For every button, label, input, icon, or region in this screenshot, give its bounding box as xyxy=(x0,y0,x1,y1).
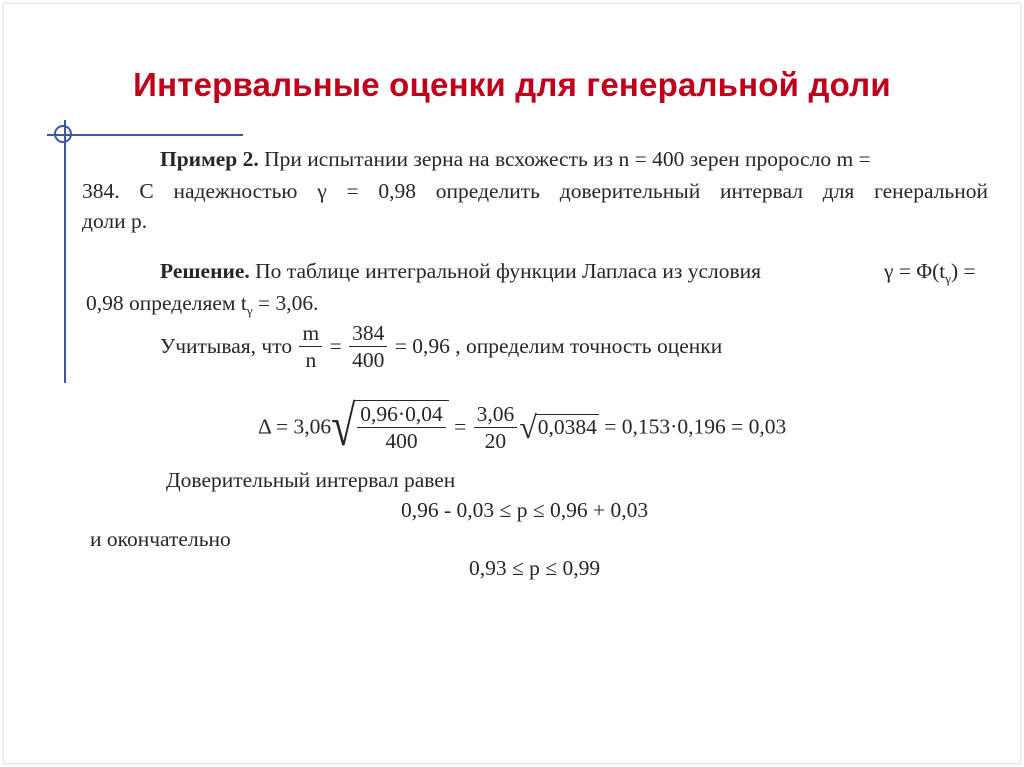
radical-num: 0,96·0,04 xyxy=(357,401,445,428)
ratio-intro: Учитывая, что xyxy=(160,334,293,358)
delta-fraction xyxy=(474,401,518,454)
delta-equals: = xyxy=(454,414,467,439)
condition-sub: γ xyxy=(945,271,951,286)
fraction-400: 400 xyxy=(352,348,385,372)
solution-line-2 xyxy=(86,288,319,321)
ratio-equals: = xyxy=(329,334,342,358)
fraction-m-n xyxy=(299,320,322,373)
ratio-result: = 0,96 , определим точность оценки xyxy=(394,334,723,358)
example-label: Пример 2. xyxy=(160,147,259,171)
solution-label: Решение. xyxy=(160,259,250,283)
delta-root: 0,0384 xyxy=(537,414,597,439)
sqrt-sign-icon: √ xyxy=(331,394,356,459)
condition-lhs: γ = Φ(t xyxy=(884,259,946,283)
delta-rhs: = 0,153·0,196 = 0,03 xyxy=(604,414,787,439)
example-line-2: 384. С надежностью γ = 0,98 определить доверительный интервал для генеральной xyxy=(82,179,988,203)
decorative-rule-vertical xyxy=(64,120,66,383)
interval-intro: Доверительный интервал равен xyxy=(166,468,456,492)
interval-finally: и окончательно xyxy=(90,527,231,551)
line2-end: = 3,06. xyxy=(252,291,319,315)
fraction-384-400 xyxy=(349,320,387,373)
condition-rhs: ) = xyxy=(950,259,976,283)
solution-condition xyxy=(884,256,976,289)
radical-fraction xyxy=(357,401,445,454)
delta-frac-den: 20 xyxy=(484,428,507,453)
slide-title: Интервальные оценки для генеральной доли xyxy=(133,66,891,103)
solution-text-1: По таблице интегральной функции Лапласа из условия xyxy=(255,259,762,283)
fraction-384: 384 xyxy=(349,320,387,347)
example-line-1 xyxy=(160,144,871,174)
interval-formula: 0,96 - 0,03 ≤ p ≤ 0,96 + 0,03 xyxy=(401,498,649,522)
line2-start: 0,98 определяем t xyxy=(86,291,247,315)
line2-sub: γ xyxy=(246,303,253,318)
delta-lhs: Δ = 3,06 xyxy=(258,414,332,439)
ratio-line xyxy=(160,320,722,373)
delta-radical xyxy=(354,400,448,454)
slide-frame xyxy=(3,3,1021,764)
fraction-n: n xyxy=(305,348,317,372)
delta-formula xyxy=(258,394,787,459)
interval-final: 0,93 ≤ p ≤ 0,99 xyxy=(469,556,601,580)
fraction-m: m xyxy=(299,320,322,347)
radical-den: 400 xyxy=(385,429,418,453)
delta-frac-num: 3,06 xyxy=(474,401,518,428)
example-text-1: При испытании зерна на всхожесть из n = 400 зерен проросло m = xyxy=(264,147,871,171)
decorative-rule-horizontal xyxy=(47,134,243,136)
sqrt-sign-small-icon: √ xyxy=(519,409,537,445)
decorative-circle-icon xyxy=(54,125,72,143)
solution-line-1 xyxy=(160,256,761,286)
example-line-3: доли p. xyxy=(82,209,148,233)
